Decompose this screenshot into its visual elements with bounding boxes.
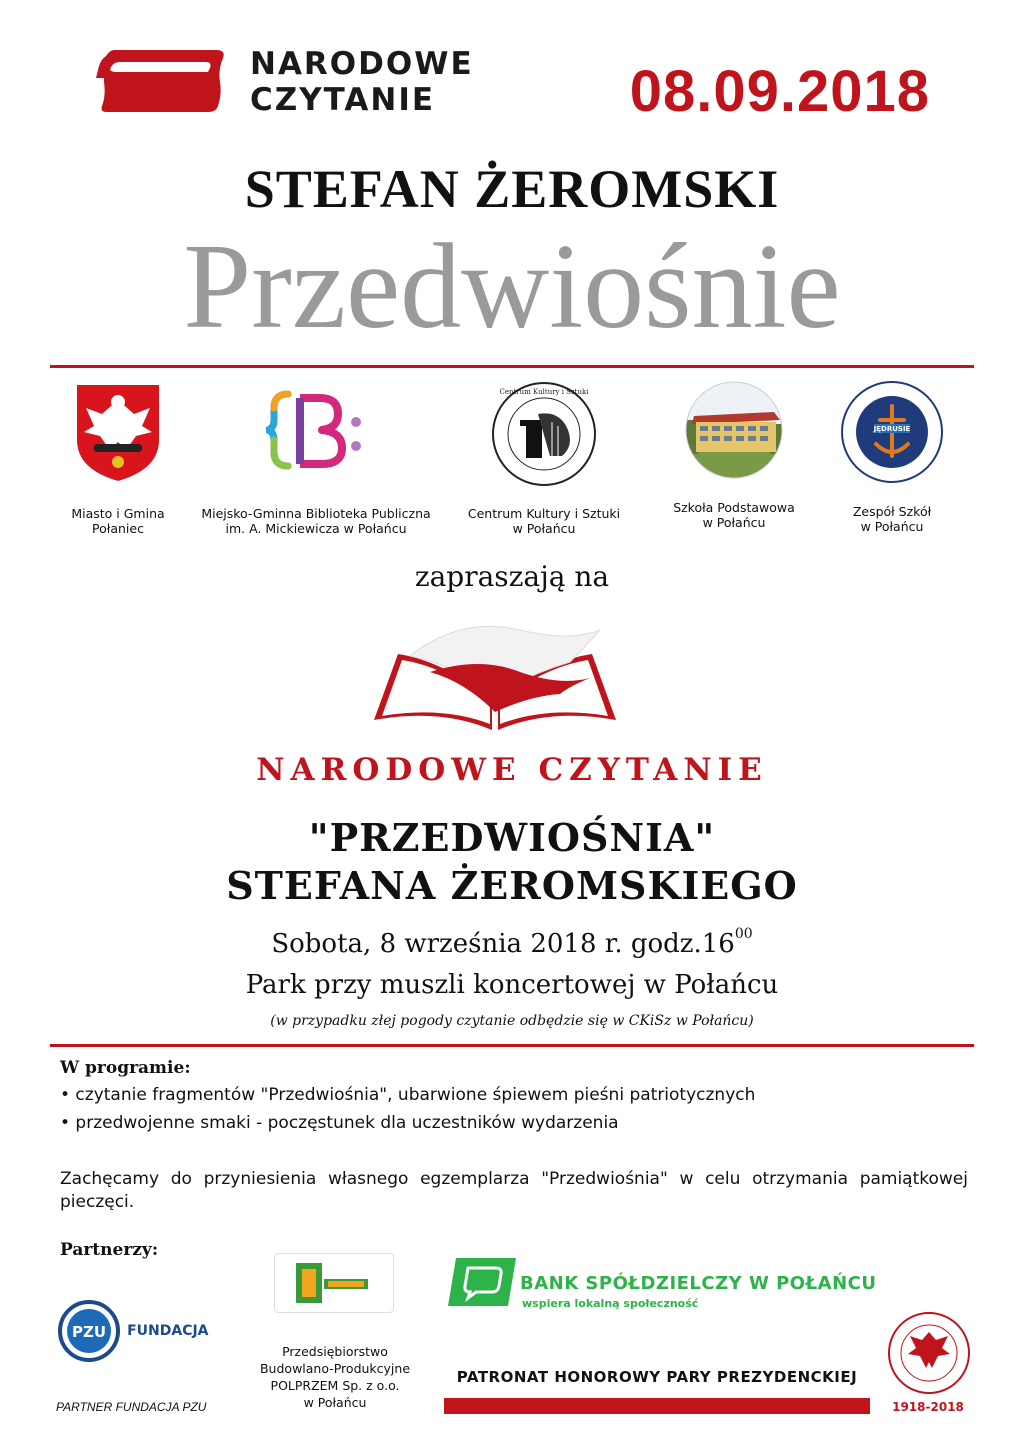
honorary-patronage: PATRONAT HONOROWY PARY PREZYDENCKIEJ <box>456 1368 858 1386</box>
polprzem-logo-icon <box>274 1253 394 1313</box>
author-name: STEFAN ŻEROMSKI <box>244 159 780 219</box>
partners-title: Partnerzy: <box>60 1240 159 1260</box>
narodowe-czytanie-logo-text <box>250 46 474 118</box>
event-time-minutes: 00 <box>734 926 753 942</box>
polprzem-line: w Połańcu <box>303 1395 367 1410</box>
pzu-logo-icon <box>58 1300 120 1362</box>
divider-middle <box>50 1044 974 1047</box>
bank-name: BANK SPÓŁDZIELCZY W POŁAŃCU <box>520 1273 877 1294</box>
campaign-title: NARODOWE CZYTANIE <box>256 752 768 788</box>
organizer-city <box>50 380 186 536</box>
invite-text: zapraszają na <box>414 560 610 593</box>
anniversary-years: 1918-2018 <box>892 1400 964 1414</box>
polprzem-line: Przedsiębiorstwo <box>282 1344 388 1359</box>
event-title-line2: STEFANA ŻEROMSKIEGO <box>226 863 798 908</box>
pzu-foundation-logo <box>58 1300 209 1362</box>
event-date-text: Sobota, 8 września 2018 r. godz.16 <box>271 929 735 959</box>
organizer-culture-center <box>456 380 632 536</box>
school-complex-emblem-icon <box>840 380 944 484</box>
polprzem-line: Budowlano-Produkcyjne <box>259 1361 411 1376</box>
organizer-school-complex <box>824 380 960 534</box>
organizer-label-line2: w Połańcu <box>512 521 576 536</box>
svg-text:Centrum Kultury i Sztuki: Centrum Kultury i Sztuki <box>499 388 589 396</box>
event-title <box>0 814 1024 910</box>
polprzem-line: POLPRZEM Sp. z o.o. <box>270 1378 400 1393</box>
svg-text:1973: 1973 <box>883 460 901 468</box>
organizer-library <box>188 380 444 536</box>
organizer-label-line1: Zespół Szkół <box>852 504 932 519</box>
bank-slogan: wspiera lokalną społeczność <box>522 1297 699 1310</box>
encouragement-text: Zachęcamy do przyniesienia własnego egzemplarza "Przedwiośnia" w celu otrzymania pamiątkowej pieczęci. <box>60 1169 968 1212</box>
organizer-label-line1: Centrum Kultury i Sztuki <box>467 506 621 521</box>
organizer-primary-school <box>654 380 814 530</box>
organizer-label-line1: Szkoła Podstawowa <box>673 500 795 515</box>
organizer-label-line2: w Połańcu <box>702 515 766 530</box>
organizer-label-line2: im. A. Mickiewicza w Połańcu <box>225 521 407 536</box>
program-item: • czytanie fragmentów "Przedwiośnia", ubarwione śpiewem pieśni patriotycznych <box>60 1085 756 1105</box>
organizer-label-line1: Miasto i Gmina <box>71 506 165 521</box>
program-item: • przedwojenne smaki - poczęstunek dla uczestników wydarzenia <box>60 1113 619 1133</box>
bank-logo-icon <box>446 1256 518 1308</box>
program-title: W programie: <box>60 1058 191 1078</box>
event-place: Park przy muszli koncertowej w Połańcu <box>245 970 779 1000</box>
divider-top <box>50 365 974 368</box>
organizer-label-line1: Miejsko-Gminna Biblioteka Publiczna <box>201 506 431 521</box>
event-datetime <box>0 926 1024 959</box>
event-weather-note: (w przypadku złej pogody czytanie odbędzie się w CKiSz w Połańcu) <box>270 1013 754 1029</box>
svg-text:PZU: PZU <box>71 1323 107 1341</box>
culture-center-logo-icon <box>490 380 598 488</box>
book-title: Przedwiośnie <box>183 219 841 354</box>
polprzem-caption <box>250 1343 420 1411</box>
organizer-label-line2: w Połańcu <box>860 519 924 534</box>
logo-line-1: NARODOWE <box>250 46 474 82</box>
open-book-flag-icon <box>370 620 620 732</box>
school-building-photo <box>684 380 784 480</box>
patronage-red-bar <box>444 1398 870 1414</box>
independence-anniversary-emblem-icon <box>886 1310 972 1396</box>
city-coat-of-arms-icon <box>72 380 164 484</box>
library-logo-icon <box>266 380 366 480</box>
logo-line-2: CZYTANIE <box>250 82 436 118</box>
organizer-label-line2: Połaniec <box>92 521 144 536</box>
event-title-line1: "PRZEDWIOŚNIA" <box>308 815 716 860</box>
pzu-logo-text: FUNDACJA <box>127 1323 209 1339</box>
svg-text:JĘDRUSIE: JĘDRUSIE <box>873 425 911 433</box>
narodowe-czytanie-book-icon <box>96 48 230 114</box>
pzu-caption: PARTNER FUNDACJA PZU <box>56 1400 207 1414</box>
event-date-header: 08.09.2018 <box>629 59 930 124</box>
